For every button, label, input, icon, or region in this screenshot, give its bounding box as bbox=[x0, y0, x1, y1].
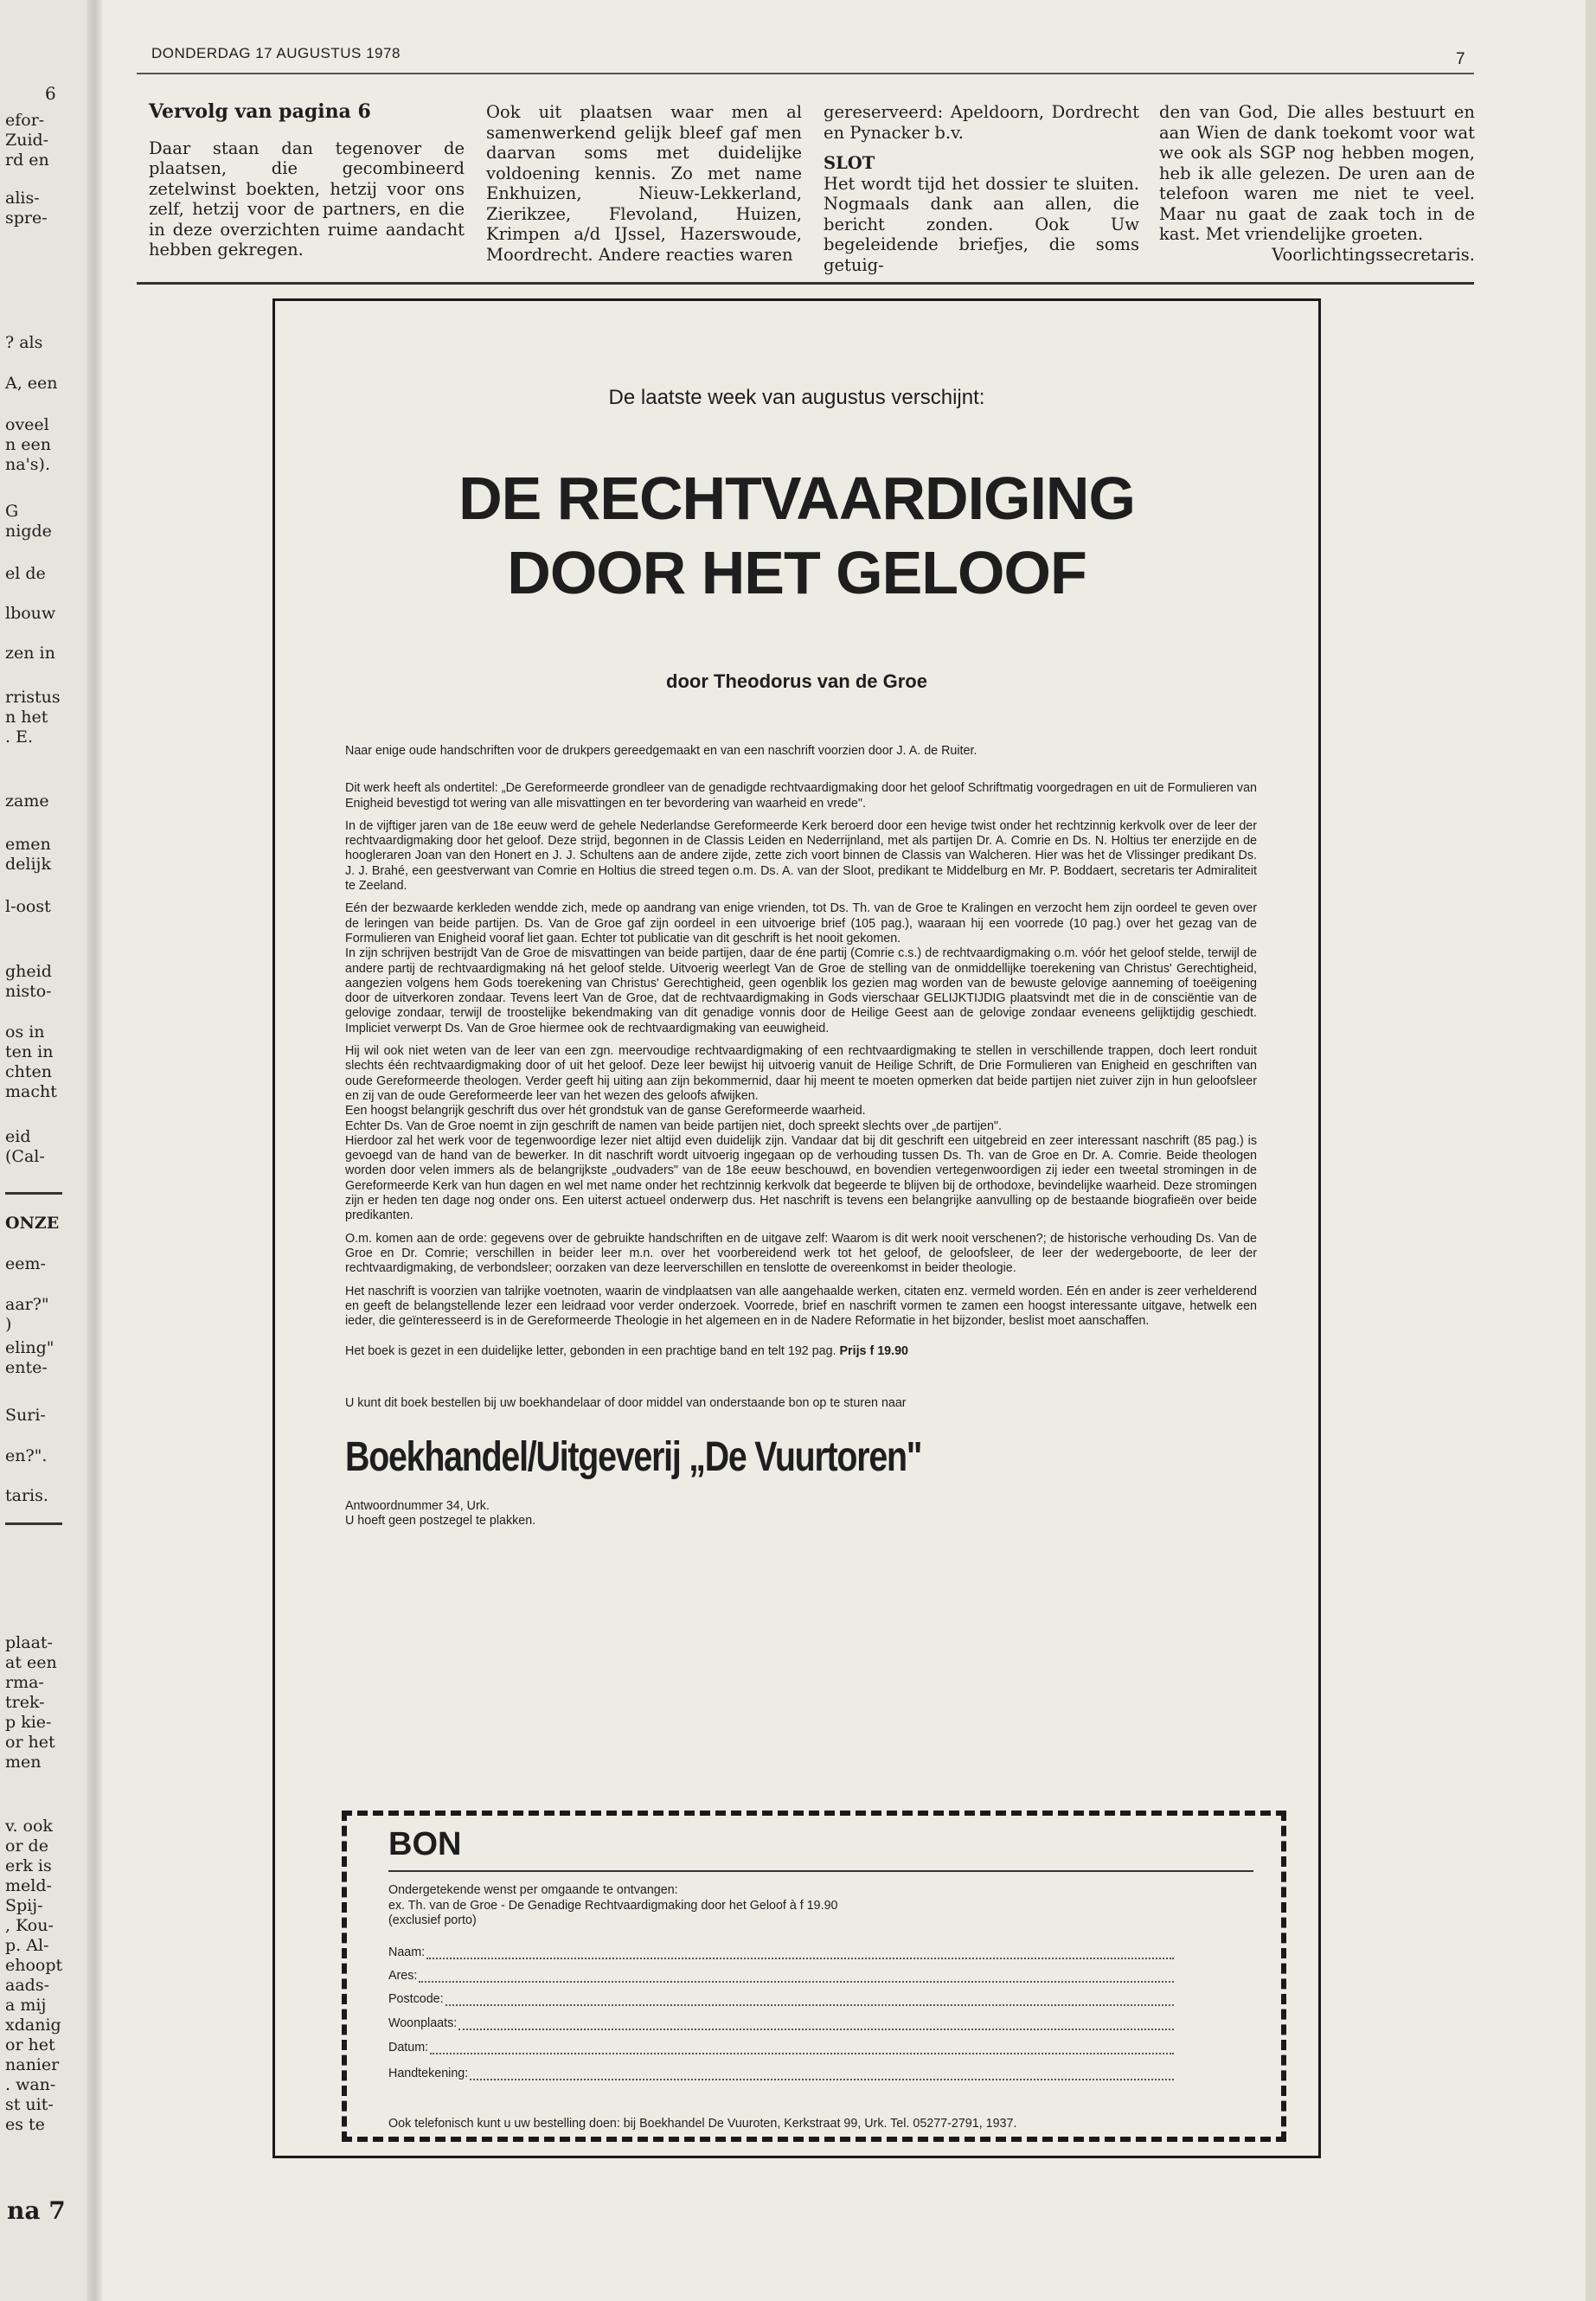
ad-title bbox=[275, 461, 1318, 610]
coupon-field-datum[interactable] bbox=[388, 2041, 1174, 2058]
field-line[interactable] bbox=[426, 1945, 1174, 1959]
coupon-field-postcode[interactable] bbox=[388, 1992, 1174, 2009]
adjacent-fragment: el de bbox=[5, 564, 46, 583]
adjacent-fragment: v. ook or de erk is meld- Spij- , Kou- p. Al- ehoopt aads- a mij xdanig or het nanier . wan- st uit- es te bbox=[5, 1817, 63, 2134]
coupon-intro-line: Ondergetekende wenst per omgaande te ontvangen: bbox=[388, 1883, 678, 1897]
adjacent-page-number: 6 bbox=[45, 83, 56, 104]
adjacent-rule bbox=[5, 1522, 62, 1525]
article-column-1 bbox=[149, 102, 465, 260]
coupon-field-naam[interactable] bbox=[388, 1945, 1174, 1963]
coupon-field-woonplaats[interactable] bbox=[388, 2016, 1174, 2034]
ad-author: door Theodorus van de Groe bbox=[666, 670, 927, 692]
adjacent-fragment: emen delijk bbox=[5, 835, 51, 874]
coupon-title: BON bbox=[388, 1826, 462, 1862]
adjacent-fragment: os in ten in chten macht bbox=[5, 1022, 57, 1101]
ad-paragraph: In de vijftiger jaren van de 18e eeuw werd de gehele Nederlandse Gereformeerde Kerk beroerd door een hevige twist onder het rechtzinnig kerkvolk over de leer der rechtvaardigmaking door het geloof. Deze strijd, begonnen in de Classis Leiden en Nederrijnland, met als partijen Dr. A. Comrie en Ds. N. Holtius ter enerzijde en de hoogleraren Joan van den Honert en J. J. Schultens aan de andere zijde, zette zich voort binnen de Classis van Walcheren. Hier was het de Vlissinger predikant Ds. J. J. Brahé, een geestverwant van Comrie en Holtius die streed tegen o.m. Ds. A. van der Sloot, predikant te Middelburg en Mr. P. Boddaert, secretaris ter Admiraliteit te Zeeland. bbox=[345, 818, 1257, 894]
field-line[interactable] bbox=[419, 1969, 1174, 1983]
field-label: Datum: bbox=[388, 2041, 429, 2054]
field-line[interactable] bbox=[470, 2067, 1174, 2080]
adjacent-fragment: oveel n een na's). bbox=[5, 415, 52, 474]
adjacent-fragment: Suri- bbox=[5, 1406, 46, 1425]
article-text: Ook uit plaatsen waar men al samenwerkend gelijk bleef gaf men daarvan soms met duidelijke voldoening kennis. Zo met name Enkhuizen, Nieuw-Lekkerland, Zierikzee, Flevoland, Huizen, Krimpen a/d IJssel, Hazerswoude, Moordrecht. Andere reacties waren bbox=[486, 102, 802, 265]
order-coupon bbox=[342, 1811, 1286, 2142]
adjacent-fragment: rristus n het . E. bbox=[5, 688, 61, 747]
ad-paragraph: Hij wil ook niet weten van de leer van een zgn. meervoudige rechtvaardigmaking of een rechtvaardigmaking te stellen in verschillende trappen, doch leert ronduit slechts één rechtvaardigmaking door of uit het geloof. Deze leer bewijst hij uitvoerig vanuit de Heilige Schrift, de Drie Formulieren van Enigheid en geschriften van oude Gereformeerde theologen. Verder geeft hij uiting aan zijn bekommernid, daar hij meent te moeten opmerken dat beide partijen niet zuiver zijn in hun geloofsleer en zij van de oude Gereformeerde leer van het wezen des geloofs afwijken. Een hoogst belangrijk geschrift dus over hét grondstuk van de ganse Gereformeerde waarheid. Echter Ds. Van de Groe noemt in zijn geschrift de namen van beide partijen niet, doch spreekt slechts over „de partijen". Hierdoor zal het werk voor de tegenwoordige lezer niet altijd even duidelijk zijn. Vandaar dat bij dit geschrift een uitgebreid en zeer interessant naschrift (85 pag.) is gevoegd van de hand van de bewerker. In dit naschrift wordt uitvoerig ingegaan op de verhouding tussen Ds. Th. van de Groe en Dr. A. Comrie. Beide theologen worden door velen immers als de belangrijkste „oudvaders" van de 18e eeuw beschouwd, en bovendien vertegenwoordigen zij ieder een tweetal stromingen in de Gereformeerde Kerk van hun dagen en wel met name onder het rechtzinnig kerkvolk dat begeerde te blijven bij de orthodoxe, bevindelijke waarheid. Deze stromingen zijn er heden ten dage nog onder ons. Een uiterst actueel onderwerp dus. Het naschrift is tevens een belangrijke aanvulling op de bestaande biografieën over beide predikanten. bbox=[345, 1044, 1257, 1223]
adjacent-fragment: A, een bbox=[5, 374, 58, 393]
ad-intro: De laatste week van augustus verschijnt: bbox=[608, 386, 985, 409]
ad-address: Antwoordnummer 34, Urk. bbox=[345, 1498, 490, 1513]
adjacent-fragment: eling" ente- bbox=[5, 1338, 54, 1377]
adjacent-fragment: zen in bbox=[5, 644, 55, 663]
adjacent-fragment: lbouw bbox=[5, 604, 56, 623]
article-text: Het wordt tijd het dossier te sluiten. Nogmaals dank aan allen, die bericht zonden. Ook Uw begeleidende briefjes, die soms getuig- bbox=[824, 173, 1139, 275]
coupon-intro bbox=[388, 1883, 1167, 1929]
ad-title-line: DOOR HET GELOOF bbox=[507, 539, 1086, 606]
header-rule bbox=[137, 73, 1474, 74]
ad-paragraph: Het naschrift is voorzien van talrijke voetnoten, waarin de vindplaatsen van alle aangehaalde werken, citaten enz. vermeld worden. Eén en ander is zeer verhelderend en geeft de belangstellende lezer een leidraad voor verder onderzoek. Voorrede, brief en naschrift vormen te zamen een hoogst interessante uitgave, hetwelk een ieder, die geïnteresseerd is in de Gereformeerde Theologie in het algemeen en in de Nadere Reformatie in het bijzonder, beslist moet aanschaffen. bbox=[345, 1284, 1257, 1329]
ad-editor-note: Naar enige oude handschriften voor de drukpers gereedgemaakt en van een naschrift voorzien door J. A. de Ruiter. bbox=[345, 744, 977, 758]
article-column-4 bbox=[1159, 102, 1475, 265]
article-text: gereserveerd: Apeldoorn, Dordrecht en Pynacker b.v. bbox=[824, 102, 1139, 143]
coupon-field-handtekening[interactable] bbox=[388, 2067, 1174, 2084]
page-number: 7 bbox=[1456, 50, 1465, 68]
coupon-phone-line: Ook telefonisch kunt u uw bestelling doen: bij Boekhandel De Vuuroten, Kerkstraat 99, Urk. Tel. 05277-2791, 1937. bbox=[388, 2117, 1017, 2131]
adjacent-fragment: efor- Zuid- rd en bbox=[5, 111, 49, 170]
section-rule bbox=[137, 282, 1474, 285]
adjacent-fragment: gheid nisto- bbox=[5, 962, 52, 1001]
coupon-intro-line: (exclusief porto) bbox=[388, 1913, 477, 1927]
article-text: Daar staan dan tegenover de plaatsen, die gecombineerd zetelwinst boekten, hetzij voor ons zelf, hetzij voor de partners, en die in deze overzichten ruime aandacht hebben gekregen. bbox=[149, 138, 465, 260]
ad-publisher: Boekhandel/Uitgeverij „De Vuurtoren" bbox=[345, 1433, 922, 1480]
coupon-rule bbox=[388, 1870, 1253, 1872]
adjacent-fragment: taris. bbox=[5, 1486, 48, 1505]
page-fold bbox=[87, 0, 102, 2301]
adjacent-rule bbox=[5, 1192, 62, 1195]
header-date: DONDERDAG 17 AUGUSTUS 1978 bbox=[151, 45, 401, 61]
book-advertisement bbox=[272, 298, 1321, 2158]
ad-paragraph: O.m. komen aan de orde: gegevens over de gebruikte handschriften en de uitgave zelf: Waarom is dit werk nooit verschenen?; de historische verhouding Ds. Van de Groe en Dr. Comrie; verschillen in beider leer m.n. over het voorbereidend werk tot het geloof, de geloofsleer, de leer der wedergeboorte, de leer der rechtvaardigmaking, de verbondsleer; oorzaken van deze leerverschillen en tenslotte de overeenkomst in beider theologie. bbox=[345, 1231, 1257, 1276]
field-label: Ares: bbox=[388, 1969, 418, 1983]
adjacent-fragment: eid (Cal- bbox=[5, 1127, 45, 1166]
field-label: Postcode: bbox=[388, 1992, 444, 2006]
field-label: Naam: bbox=[388, 1945, 426, 1959]
field-label: Woonplaats: bbox=[388, 2016, 458, 2030]
ad-body bbox=[345, 744, 1257, 1529]
page-edge bbox=[1586, 0, 1596, 2301]
ad-price: Prijs f 19.90 bbox=[839, 1344, 908, 1359]
ad-book-line: Het boek is gezet in een duidelijke letter, gebonden in een prachtige band en telt 192 pag. bbox=[345, 1344, 836, 1359]
ad-postage-note: U hoeft geen postzegel te plakken. bbox=[345, 1514, 536, 1529]
ad-title-line: DE RECHTVAARDIGING bbox=[458, 465, 1135, 532]
article-signature: Voorlichtingssecretaris. bbox=[1272, 244, 1475, 265]
adjacent-fragment: ? als bbox=[5, 333, 43, 352]
ad-book-details bbox=[345, 1344, 1257, 1359]
adjacent-fragment: en?". bbox=[5, 1446, 48, 1465]
adjacent-fragment: G nigde bbox=[5, 502, 52, 541]
adjacent-fragment: ONZE bbox=[5, 1214, 60, 1233]
adjacent-fragment: plaat- at een rma- trek- p kie- or het men bbox=[5, 1633, 57, 1772]
adjacent-fragment: alis- spre- bbox=[5, 189, 48, 228]
adjacent-fragment: l-oost bbox=[5, 897, 51, 916]
adjacent-fragment: aar?" ) bbox=[5, 1295, 49, 1334]
article-column-3 bbox=[824, 102, 1139, 275]
article-heading: Vervolg van pagina 6 bbox=[149, 100, 371, 123]
coupon-field-adres[interactable] bbox=[388, 1969, 1174, 1986]
article-column-2 bbox=[486, 102, 802, 265]
article-subheading: SLOT bbox=[824, 153, 875, 173]
ad-paragraph: Eén der bezwaarde kerkleden wendde zich, mede op aandrang van enige vrienden, tot Ds. Th. van de Groe te Kralingen en verzocht hem zijn oordeel te geven over de leringen van beide partijen. Ds. Van de Groe gaf zijn oordeel in een uitvoerige brief (105 pag.), waaraan hij een voorrede (10 pag.) over het gezag van de Formulieren van Enigheid vooraf liet gaan. Echter tot publicatie van dit geschrift is het nooit gekomen. In zijn schrijven bestrijdt Van de Groe de misvattingen van beide partijen, daar de éne partij (Comrie c.s.) de rechtvaardigmaking o.m. vóór het geloof stelde, terwijl de andere partij de rechtvaardigmaking ná het geloof stelde. Uitvoerig weerlegt Van de Groe de stelling van de onmiddellijke toerekening van Christus' Gerechtigheid, aangezien volgens hem Gods toerekening van Christus' Gerechtigheid, geen ogenblik los gezien mag worden van de bewuste gelovige aanneming of toeëigening door de uitverkoren zondaar. Tevens leert Van de Groe, dat de rechtvaardigmaking in Gods vierschaar GELIJKTIJDIG plaatsvindt met die in de consciëntie van de gelovige zondaar, terwijl de troostelijke bekendmaking van dit genadige vonnis door de Heilige Geest aan de gelovige zondaar eveneens gelijktijdig geschiedt. Impliciet verwerpt Ds. Van de Groe hiermee ook de rechtvaardigmaking van eeuwigheid. bbox=[345, 901, 1257, 1035]
article-text: den van God, Die alles bestuurt en aan Wien de dank toekomt voor wat we ook als SGP nog hebben mogen, heb ik alle gelezen. De uren aan de telefoon waren me niet te veel. Maar nu gaat de zaak toch in de kast. Met vriendelijke groeten. bbox=[1159, 102, 1475, 244]
ad-paragraph: Dit werk heeft als ondertitel: „De Gereformeerde grondleer van de genadigde rechtvaardigmaking door het geloof Schriftmatig voorgedragen en uit de Formulieren van Enigheid bevestigd tot wering van alle misvattingen en ter bevordering van waarheid en vrede". bbox=[345, 781, 1257, 811]
field-line[interactable] bbox=[445, 1992, 1174, 2006]
adjacent-fragment: zame bbox=[5, 792, 49, 811]
adjacent-page-strip bbox=[0, 0, 97, 2301]
field-line[interactable] bbox=[430, 2041, 1174, 2054]
ad-order-line: U kunt dit boek bestellen bij uw boekhandelaar of door middel van onderstaande bon op te sturen naar bbox=[345, 1395, 907, 1410]
field-label: Handtekening: bbox=[388, 2067, 469, 2080]
field-line[interactable] bbox=[458, 2016, 1174, 2030]
adjacent-fragment: eem- bbox=[5, 1254, 46, 1273]
coupon-intro-line: ex. Th. van de Groe - De Genadige Rechtvaardigmaking door het Geloof à f 19.90 bbox=[388, 1898, 838, 1913]
adjacent-footer: na 7 bbox=[7, 2196, 66, 2225]
